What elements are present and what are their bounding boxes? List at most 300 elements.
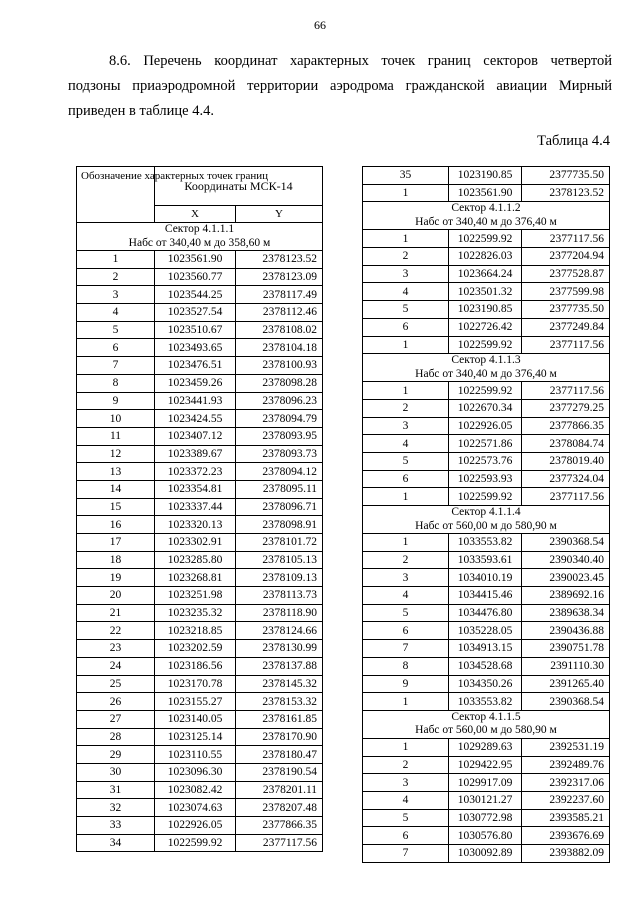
y-coordinate: 2377204.94	[522, 248, 610, 266]
point-number: 10	[77, 410, 155, 428]
x-coordinate: 1022670.34	[449, 399, 522, 417]
x-coordinate: 1022571.86	[449, 435, 522, 453]
y-coordinate: 2390023.45	[522, 569, 610, 587]
sector-title: Сектор 4.1.1.5	[451, 710, 521, 723]
table-row	[363, 587, 610, 605]
y-coordinate: 2377735.50	[522, 167, 610, 185]
table-row	[77, 640, 323, 658]
header-coordinate-system: Координаты МСК-14	[155, 167, 323, 206]
table-row	[77, 622, 323, 640]
table-row	[77, 746, 323, 764]
table-row	[363, 318, 610, 336]
y-coordinate: 2378105.13	[236, 551, 323, 569]
y-coordinate: 2378084.74	[522, 435, 610, 453]
table-row	[77, 693, 323, 711]
y-coordinate: 2378112.46	[236, 304, 323, 322]
x-coordinate: 1023170.78	[155, 675, 236, 693]
table-row	[363, 488, 610, 506]
table-row	[363, 452, 610, 470]
x-coordinate: 1023082.42	[155, 781, 236, 799]
point-number: 6	[363, 318, 449, 336]
table-row	[77, 604, 323, 622]
y-coordinate: 2378137.88	[236, 657, 323, 675]
table-row	[363, 640, 610, 658]
table-header-row	[77, 167, 323, 206]
x-coordinate: 1023354.81	[155, 480, 236, 498]
point-number: 3	[77, 286, 155, 304]
y-coordinate: 2378108.02	[236, 321, 323, 339]
y-coordinate: 2377117.56	[236, 834, 323, 852]
table-row	[363, 382, 610, 400]
point-number: 6	[363, 622, 449, 640]
point-number: 25	[77, 675, 155, 693]
point-number: 1	[363, 738, 449, 756]
point-number: 32	[77, 799, 155, 817]
table-row	[77, 763, 323, 781]
table-row	[77, 392, 323, 410]
x-coordinate: 1023125.14	[155, 728, 236, 746]
point-number: 31	[77, 781, 155, 799]
table-row	[363, 470, 610, 488]
x-coordinate: 1023544.25	[155, 286, 236, 304]
y-coordinate: 2391265.40	[522, 675, 610, 693]
y-coordinate: 2378201.11	[236, 781, 323, 799]
y-coordinate: 2378019.40	[522, 452, 610, 470]
x-coordinate: 1022599.92	[449, 488, 522, 506]
table-row	[77, 569, 323, 587]
x-coordinate: 1033553.82	[449, 693, 522, 711]
table-row	[363, 809, 610, 827]
y-coordinate: 2378153.32	[236, 693, 323, 711]
point-number: 5	[363, 301, 449, 319]
table-row	[77, 834, 323, 852]
point-number: 4	[363, 435, 449, 453]
x-coordinate: 1034913.15	[449, 640, 522, 658]
x-coordinate: 1022599.92	[449, 230, 522, 248]
sector-header	[363, 506, 610, 534]
point-number: 7	[363, 845, 449, 863]
x-coordinate: 1035228.05	[449, 622, 522, 640]
y-coordinate: 2378123.52	[236, 251, 323, 269]
sector-header-row	[77, 223, 323, 251]
point-number: 2	[363, 551, 449, 569]
table-row	[77, 516, 323, 534]
point-number: 9	[77, 392, 155, 410]
sector-height-range: Набс от 340,40 м до 376,40 м	[415, 215, 557, 228]
x-coordinate: 1023372.23	[155, 463, 236, 481]
y-coordinate: 2378096.71	[236, 498, 323, 516]
y-coordinate: 2392237.60	[522, 791, 610, 809]
x-coordinate: 1022573.76	[449, 452, 522, 470]
point-number: 27	[77, 710, 155, 728]
table-row	[77, 675, 323, 693]
table-row	[77, 445, 323, 463]
x-coordinate: 1023560.77	[155, 268, 236, 286]
y-coordinate: 2378104.18	[236, 339, 323, 357]
table-row	[363, 167, 610, 185]
x-coordinate: 1022593.93	[449, 470, 522, 488]
point-number: 5	[77, 321, 155, 339]
y-coordinate: 2377866.35	[522, 417, 610, 435]
header-designation: Обозначение характерных точек границ	[77, 167, 155, 223]
x-coordinate: 1023235.32	[155, 604, 236, 622]
y-coordinate: 2392489.76	[522, 756, 610, 774]
x-coordinate: 1022599.92	[449, 382, 522, 400]
point-number: 16	[77, 516, 155, 534]
y-coordinate: 2378093.95	[236, 427, 323, 445]
point-number: 4	[363, 283, 449, 301]
point-number: 23	[77, 640, 155, 658]
x-coordinate: 1023285.80	[155, 551, 236, 569]
point-number: 24	[77, 657, 155, 675]
sector-header	[77, 223, 323, 251]
y-coordinate: 2378118.90	[236, 604, 323, 622]
y-coordinate: 2377117.56	[522, 488, 610, 506]
table-row	[77, 410, 323, 428]
x-coordinate: 1033593.61	[449, 551, 522, 569]
x-coordinate: 1023320.13	[155, 516, 236, 534]
x-coordinate: 1030092.89	[449, 845, 522, 863]
y-coordinate: 2378094.12	[236, 463, 323, 481]
point-number: 8	[363, 657, 449, 675]
x-coordinate: 1034476.80	[449, 604, 522, 622]
table-row	[363, 551, 610, 569]
y-coordinate: 2392531.19	[522, 738, 610, 756]
coordinates-table-left	[76, 166, 323, 852]
y-coordinate: 2378145.32	[236, 675, 323, 693]
point-number: 18	[77, 551, 155, 569]
point-number: 12	[77, 445, 155, 463]
point-number: 33	[77, 817, 155, 835]
point-number: 17	[77, 534, 155, 552]
x-coordinate: 1034528.68	[449, 657, 522, 675]
header-x: X	[155, 206, 236, 223]
table-row	[363, 417, 610, 435]
sector-header-row	[363, 354, 610, 382]
sector-height-range: Набс от 560,00 м до 580,90 м	[415, 519, 557, 532]
table-row	[77, 480, 323, 498]
y-coordinate: 2378109.13	[236, 569, 323, 587]
sector-header-row	[363, 202, 610, 230]
x-coordinate: 1022826.03	[449, 248, 522, 266]
point-number: 28	[77, 728, 155, 746]
table-row	[77, 534, 323, 552]
table-row	[363, 845, 610, 863]
table-row	[77, 657, 323, 675]
sector-header	[363, 710, 610, 738]
x-coordinate: 1023441.93	[155, 392, 236, 410]
x-coordinate: 1023501.32	[449, 283, 522, 301]
point-number: 30	[77, 763, 155, 781]
y-coordinate: 2390436.88	[522, 622, 610, 640]
table-row	[77, 551, 323, 569]
table-row	[77, 498, 323, 516]
point-number: 7	[77, 357, 155, 375]
table-row	[363, 604, 610, 622]
point-number: 1	[363, 693, 449, 711]
sector-title: Сектор 4.1.1.3	[451, 354, 521, 367]
y-coordinate: 2391110.30	[522, 657, 610, 675]
x-coordinate: 1034350.26	[449, 675, 522, 693]
y-coordinate: 2377249.84	[522, 318, 610, 336]
point-number: 6	[363, 827, 449, 845]
y-coordinate: 2378096.23	[236, 392, 323, 410]
x-coordinate: 1023190.85	[449, 301, 522, 319]
y-coordinate: 2378180.47	[236, 746, 323, 764]
point-number: 8	[77, 374, 155, 392]
x-coordinate: 1023251.98	[155, 587, 236, 605]
intro-paragraph	[68, 49, 612, 124]
point-number: 1	[363, 534, 449, 552]
y-coordinate: 2377117.56	[522, 230, 610, 248]
y-coordinate: 2390340.40	[522, 551, 610, 569]
table-caption: Таблица 4.4	[537, 133, 610, 149]
point-number: 7	[363, 640, 449, 658]
point-number: 29	[77, 746, 155, 764]
table-row	[77, 304, 323, 322]
y-coordinate: 2389692.16	[522, 587, 610, 605]
sector-title: Сектор 4.1.1.1	[164, 223, 235, 235]
point-number: 1	[363, 336, 449, 354]
table-row	[77, 587, 323, 605]
point-number: 6	[363, 470, 449, 488]
table-row	[77, 463, 323, 481]
table-row	[77, 357, 323, 375]
point-number: 35	[363, 167, 449, 185]
point-number: 2	[363, 399, 449, 417]
point-number: 3	[363, 265, 449, 283]
y-coordinate: 2378100.93	[236, 357, 323, 375]
table-row	[363, 675, 610, 693]
table-row	[77, 251, 323, 269]
table-row	[363, 569, 610, 587]
point-number: 15	[77, 498, 155, 516]
x-coordinate: 1023407.12	[155, 427, 236, 445]
table-row	[77, 321, 323, 339]
point-number: 20	[77, 587, 155, 605]
x-coordinate: 1034010.19	[449, 569, 522, 587]
y-coordinate: 2378130.99	[236, 640, 323, 658]
table-row	[363, 435, 610, 453]
x-coordinate: 1023155.27	[155, 693, 236, 711]
x-coordinate: 1023074.63	[155, 799, 236, 817]
point-number: 3	[363, 569, 449, 587]
y-coordinate: 2377324.04	[522, 470, 610, 488]
y-coordinate: 2378161.85	[236, 710, 323, 728]
x-coordinate: 1022599.92	[449, 336, 522, 354]
point-number: 1	[363, 382, 449, 400]
table-row	[363, 827, 610, 845]
table-row	[77, 710, 323, 728]
y-coordinate: 2378124.66	[236, 622, 323, 640]
x-coordinate: 1029917.09	[449, 774, 522, 792]
x-coordinate: 1023268.81	[155, 569, 236, 587]
point-number: 21	[77, 604, 155, 622]
x-coordinate: 1030576.80	[449, 827, 522, 845]
x-coordinate: 1023493.65	[155, 339, 236, 357]
y-coordinate: 2377866.35	[236, 817, 323, 835]
y-coordinate: 2389638.34	[522, 604, 610, 622]
x-coordinate: 1029289.63	[449, 738, 522, 756]
y-coordinate: 2377528.87	[522, 265, 610, 283]
point-number: 26	[77, 693, 155, 711]
table-row	[363, 756, 610, 774]
x-coordinate: 1022726.42	[449, 318, 522, 336]
point-number: 2	[363, 756, 449, 774]
sector-height-range: Набс от 560,00 м до 580,90 м	[415, 724, 557, 737]
y-coordinate: 2390751.78	[522, 640, 610, 658]
y-coordinate: 2390368.54	[522, 693, 610, 711]
x-coordinate: 1023476.51	[155, 357, 236, 375]
table-row	[363, 399, 610, 417]
point-number: 19	[77, 569, 155, 587]
table-row	[363, 657, 610, 675]
sector-header-row	[363, 506, 610, 534]
sector-title: Сектор 4.1.1.4	[451, 506, 521, 518]
y-coordinate: 2377735.50	[522, 301, 610, 319]
table-row	[363, 791, 610, 809]
sector-header-row	[363, 710, 610, 738]
y-coordinate: 2378170.90	[236, 728, 323, 746]
table-row	[77, 427, 323, 445]
sector-header	[363, 202, 610, 230]
point-number: 5	[363, 809, 449, 827]
y-coordinate: 2378117.49	[236, 286, 323, 304]
page-number: 66	[314, 18, 326, 32]
header-y: Y	[236, 206, 323, 223]
point-number: 2	[77, 268, 155, 286]
point-number: 1	[363, 184, 449, 202]
x-coordinate: 1023186.56	[155, 657, 236, 675]
x-coordinate: 1023202.59	[155, 640, 236, 658]
point-number: 5	[363, 452, 449, 470]
table-row	[363, 774, 610, 792]
table-row	[363, 248, 610, 266]
x-coordinate: 1023424.55	[155, 410, 236, 428]
point-number: 1	[363, 488, 449, 506]
table-row	[363, 301, 610, 319]
x-coordinate: 1030772.98	[449, 809, 522, 827]
point-number: 1	[363, 230, 449, 248]
x-coordinate: 1023110.55	[155, 746, 236, 764]
x-coordinate: 1023302.91	[155, 534, 236, 552]
y-coordinate: 2378094.79	[236, 410, 323, 428]
y-coordinate: 2377279.25	[522, 399, 610, 417]
table-row	[363, 738, 610, 756]
point-number: 1	[77, 251, 155, 269]
paragraph-line-3: приведен в таблице 4.4.	[68, 103, 214, 119]
y-coordinate: 2378123.52	[522, 184, 610, 202]
x-coordinate: 1023561.90	[155, 251, 236, 269]
x-coordinate: 1023190.85	[449, 167, 522, 185]
table-row	[363, 184, 610, 202]
y-coordinate: 2378095.11	[236, 480, 323, 498]
point-number: 4	[77, 304, 155, 322]
coordinates-table-right	[362, 166, 610, 863]
x-coordinate: 1022926.05	[449, 417, 522, 435]
table-row	[363, 622, 610, 640]
x-coordinate: 1023527.54	[155, 304, 236, 322]
point-number: 13	[77, 463, 155, 481]
table-row	[77, 817, 323, 835]
y-coordinate: 2390368.54	[522, 534, 610, 552]
table-row	[77, 339, 323, 357]
point-number: 4	[363, 587, 449, 605]
y-coordinate: 2377117.56	[522, 336, 610, 354]
table-row	[363, 693, 610, 711]
table-row	[77, 286, 323, 304]
x-coordinate: 1034415.46	[449, 587, 522, 605]
x-coordinate: 1023510.67	[155, 321, 236, 339]
y-coordinate: 2378098.28	[236, 374, 323, 392]
y-coordinate: 2393585.21	[522, 809, 610, 827]
x-coordinate: 1023140.05	[155, 710, 236, 728]
y-coordinate: 2377117.56	[522, 382, 610, 400]
table-row	[363, 265, 610, 283]
x-coordinate: 1023664.24	[449, 265, 522, 283]
y-coordinate: 2378113.73	[236, 587, 323, 605]
x-coordinate: 1023561.90	[449, 184, 522, 202]
x-coordinate: 1022926.05	[155, 817, 236, 835]
y-coordinate: 2378207.48	[236, 799, 323, 817]
x-coordinate: 1023337.44	[155, 498, 236, 516]
y-coordinate: 2378101.72	[236, 534, 323, 552]
y-coordinate: 2377599.98	[522, 283, 610, 301]
y-coordinate: 2393882.09	[522, 845, 610, 863]
point-number: 4	[363, 791, 449, 809]
sector-header	[363, 354, 610, 382]
point-number: 22	[77, 622, 155, 640]
x-coordinate: 1030121.27	[449, 791, 522, 809]
table-row	[77, 799, 323, 817]
point-number: 11	[77, 427, 155, 445]
point-number: 5	[363, 604, 449, 622]
paragraph-line-1: 8.6. Перечень координат характерных точек границ секторов четвертой	[109, 53, 612, 69]
table-row	[77, 374, 323, 392]
sector-title: Сектор 4.1.1.2	[451, 202, 521, 215]
y-coordinate: 2378093.73	[236, 445, 323, 463]
x-coordinate: 1022599.92	[155, 834, 236, 852]
y-coordinate: 2378123.09	[236, 268, 323, 286]
point-number: 2	[363, 248, 449, 266]
point-number: 6	[77, 339, 155, 357]
x-coordinate: 1023218.85	[155, 622, 236, 640]
x-coordinate: 1033553.82	[449, 534, 522, 552]
table-row	[77, 728, 323, 746]
table-row	[363, 230, 610, 248]
point-number: 3	[363, 774, 449, 792]
table-row	[77, 268, 323, 286]
y-coordinate: 2392317.06	[522, 774, 610, 792]
table-row	[363, 336, 610, 354]
point-number: 14	[77, 480, 155, 498]
paragraph-line-2: подзоны приаэродромной территории аэродрома гражданской авиации Мирный	[68, 78, 612, 94]
point-number: 3	[363, 417, 449, 435]
sector-height-range: Набс от 340,40 м до 376,40 м	[415, 367, 557, 380]
x-coordinate: 1029422.95	[449, 756, 522, 774]
x-coordinate: 1023096.30	[155, 763, 236, 781]
x-coordinate: 1023389.67	[155, 445, 236, 463]
y-coordinate: 2393676.69	[522, 827, 610, 845]
point-number: 9	[363, 675, 449, 693]
x-coordinate: 1023459.26	[155, 374, 236, 392]
point-number: 34	[77, 834, 155, 852]
sector-height-range: Набс от 340,40 м до 358,60 м	[128, 236, 271, 249]
table-row	[363, 534, 610, 552]
y-coordinate: 2378190.54	[236, 763, 323, 781]
y-coordinate: 2378098.91	[236, 516, 323, 534]
table-row	[363, 283, 610, 301]
